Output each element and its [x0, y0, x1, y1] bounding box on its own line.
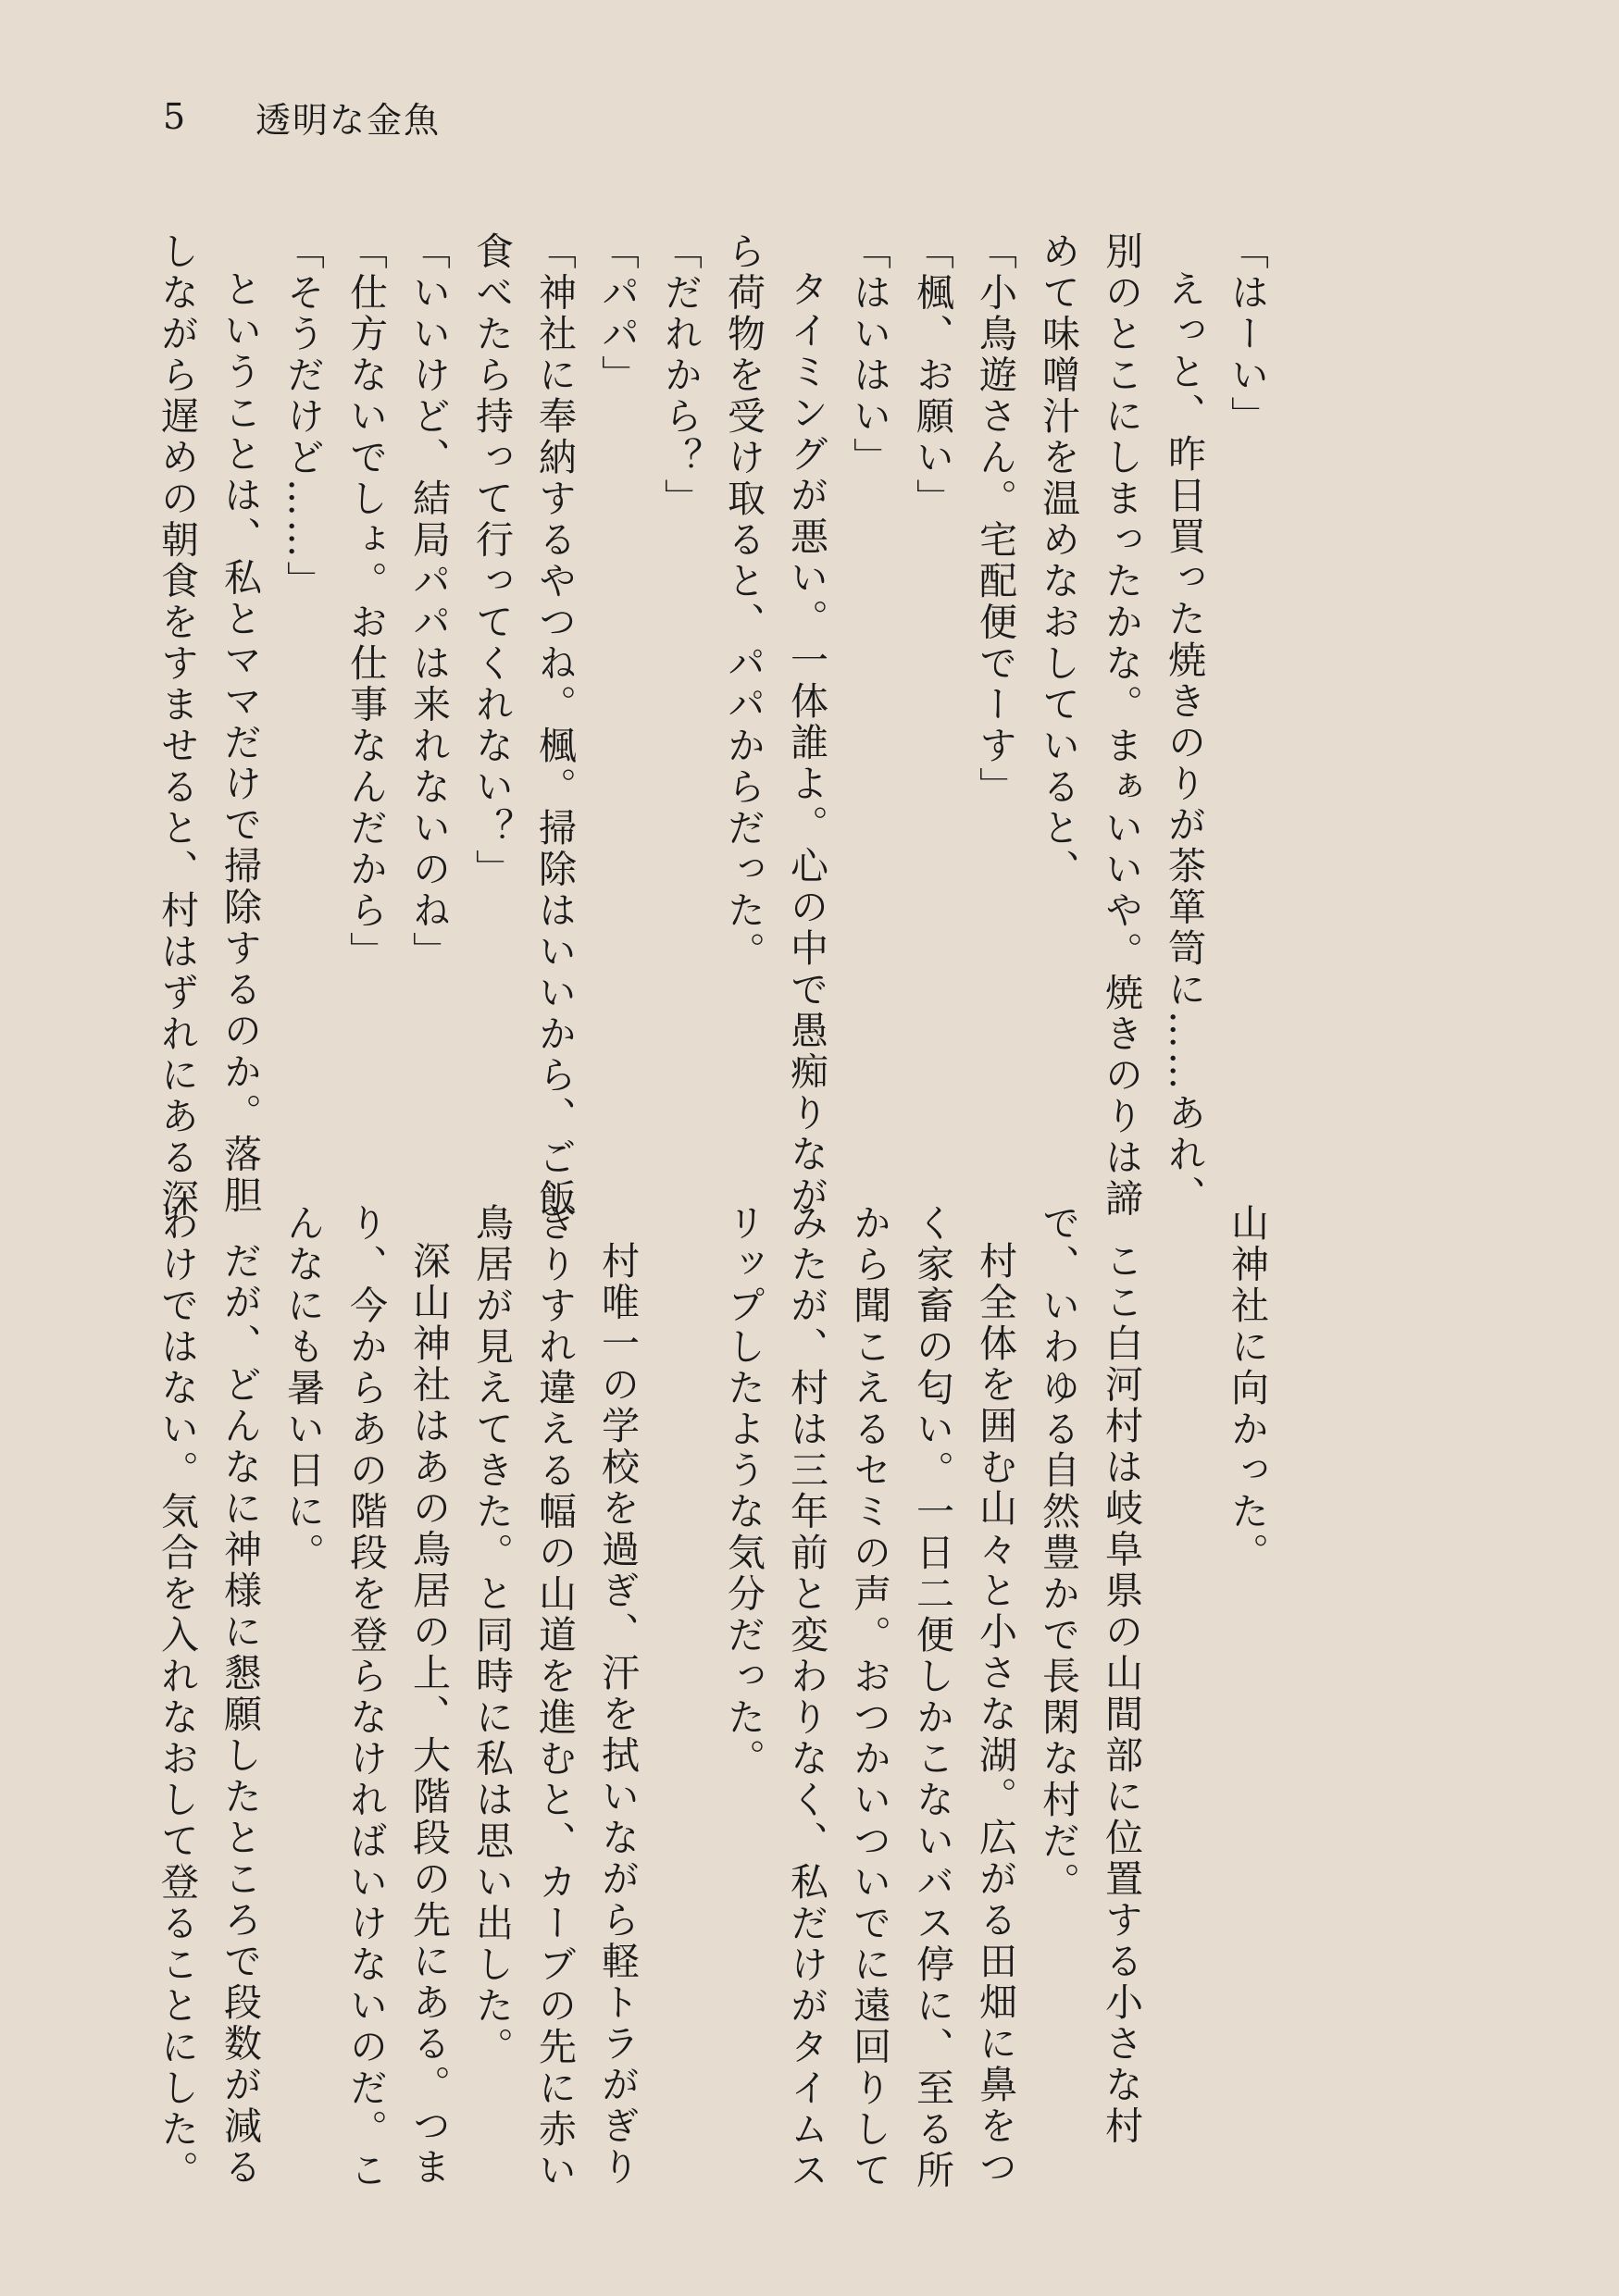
text-line: んなにも暑い日に。 [280, 1203, 325, 1574]
text-line: 「楓、お願い」 [910, 231, 954, 520]
text-line: 別のとこにしまったかな。まぁいいや。焼きのりは諦 [1099, 231, 1143, 1220]
text-line: 食べたら持って行ってくれない？」 [469, 231, 514, 890]
text-line: めて味噌汁を温めなおしていると、 [1036, 231, 1080, 890]
text-line: 鳥居が見えてきた。と同時に私は思い出した。 [469, 1203, 514, 2068]
text-line: 山神社に向かった。 [1225, 1203, 1269, 1574]
text-line: 「はいはい」 [847, 231, 891, 478]
text-line: 「そうだけど……」 [280, 231, 325, 602]
text-line: わけではない。気合を入れなおして登ることにした。 [155, 1203, 199, 2191]
text-line: 深山神社はあの鳥居の上、大階段の先にある。つま [406, 1241, 451, 2189]
text-line: 「仕方ないでしょ。お仕事なんだから」 [343, 231, 388, 973]
blank-line [1152, 1203, 1215, 2170]
text-line: く家畜の匂い。一日二便しかこないバス停に、至る所 [910, 1203, 954, 2191]
text-line: 村唯一の学校を過ぎ、汗を拭いながら軽トラがぎり [595, 1241, 640, 2189]
text-line: えっと、昨日買った焼きのりが茶箪笥に……あれ、 [1162, 269, 1206, 1217]
text-block-bottom [155, 1203, 1278, 2191]
text-line: 村全体を囲む山々と小さな湖。広がる田畑に鼻をつ [973, 1241, 1017, 2189]
text-line: 「神社に奉納するやつね。楓。掃除はいいから、ご飯 [532, 231, 577, 1220]
text-line: ここ白河村は岐阜県の山間部に位置する小さな村 [1099, 1241, 1143, 2147]
text-line: 「小鳥遊さん。宅配便でーす」 [973, 231, 1017, 808]
page-header [163, 91, 441, 143]
page-number: 5 [163, 96, 188, 137]
text-line: 「はーい」 [1225, 231, 1269, 438]
chapter-title: 透明な金魚 [255, 99, 442, 141]
text-block-top [155, 231, 1278, 1220]
text-line: から聞こえるセミの声。おつかいついでに遠回りして [847, 1203, 891, 2191]
text-line: 「パパ」 [595, 231, 640, 396]
text-line: 「いいけど、結局パパは来れないのね」 [406, 231, 451, 973]
text-line: だが、どんなに神様に懇願したところで段数が減る [218, 1241, 262, 2189]
blank-line [649, 1203, 712, 2170]
text-line: ら荷物を受け取ると、パパからだった。 [721, 231, 766, 973]
text-line: 「だれから？」 [658, 231, 703, 520]
text-line: り、今からあの階段を登らなければいけないのだ。こ [343, 1203, 388, 2191]
text-line: タイミングが悪い。一体誰よ。心の中で愚痴りなが [784, 269, 828, 1217]
text-line: ということは、私とママだけで掃除するのか。落胆 [218, 269, 262, 1217]
text-line: しながら遅めの朝食をすませると、村はずれにある深 [155, 231, 199, 1220]
text-line: で、いわゆる自然豊かで長閑な村だ。 [1036, 1203, 1080, 1904]
text-line: ぎりすれ違える幅の山道を進むと、カーブの先に赤い [532, 1203, 577, 2191]
text-line: みたが、村は三年前と変わりなく、私だけがタイムス [784, 1203, 828, 2191]
text-line: リップしたような気分だった。 [721, 1203, 766, 1780]
